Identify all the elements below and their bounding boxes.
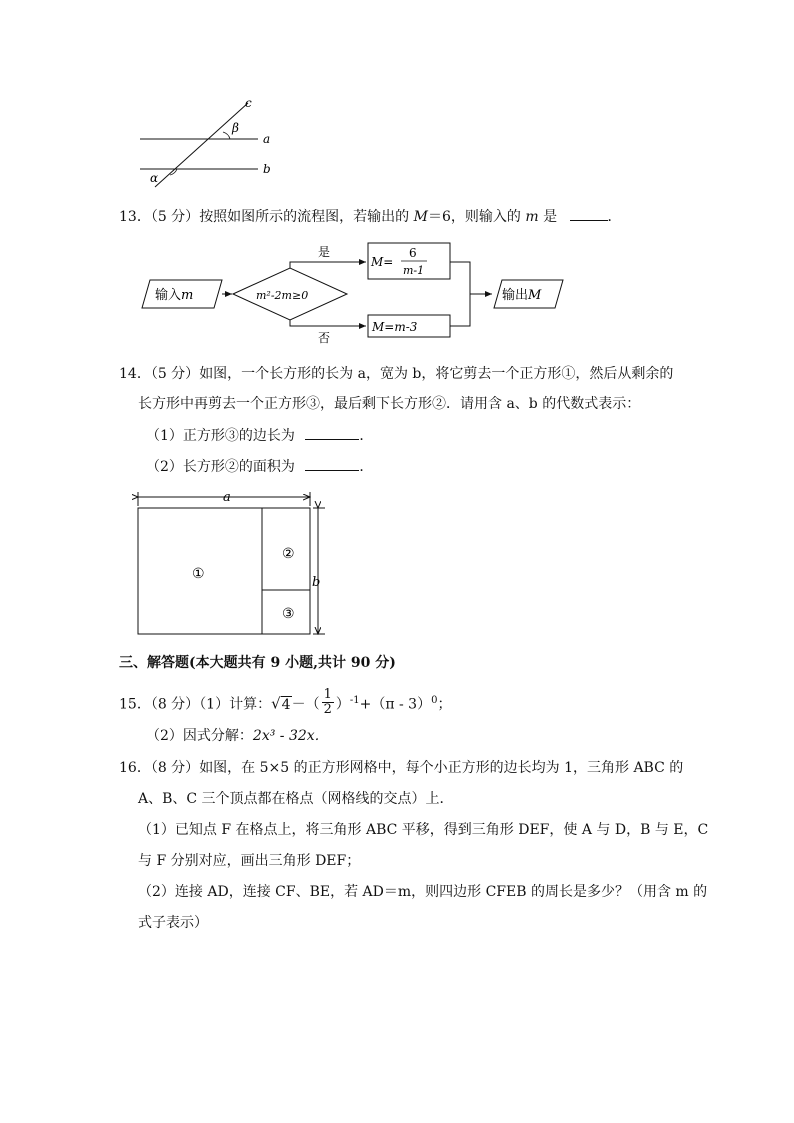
q13-number: 13． <box>119 209 151 225</box>
no-box-label: M=m-3 <box>372 320 418 334</box>
q14-sub2-blank[interactable] <box>305 456 359 471</box>
label-beta: β <box>232 121 239 135</box>
yes-box-prefix: M= <box>371 255 394 269</box>
yes-box-num: 6 <box>409 246 417 260</box>
region-3: ③ <box>282 606 295 622</box>
q16-sub2-line1: （2）连接 AD，连接 CF、BE，若 AD＝m，则四边形 CFEB 的周长是多少？（用含 m 的 <box>138 884 708 900</box>
q16-score: （8 分） <box>150 760 200 776</box>
section3-title: 三、解答题(本大题共有 9 小题,共计 90 分) <box>119 655 396 671</box>
q13-score: （5 分） <box>150 209 200 225</box>
q14-sub1: （1）正方形③的边长为 ． <box>146 425 373 446</box>
label-a: a <box>263 132 271 146</box>
label-alpha: α <box>150 171 159 185</box>
q16-sub1-line1: （1）已知点 F 在格点上，将三角形 ABC 平移，得到三角形 DEF，使 A 与 D，B 与 E，C <box>138 822 709 838</box>
q16-line2: A、B、C 三个顶点都在格点（网格线的交点）上． <box>138 791 454 807</box>
yes-label: 是 <box>318 245 331 259</box>
q13-answer-blank[interactable] <box>570 206 608 221</box>
q13-line: 13．（5 分）按照如图所示的流程图，若输出的 M＝6，则输入的 m 是 ． <box>119 206 622 227</box>
q14-line2: 长方形中再剪去一个正方形③，最后剩下长方形②．请用含 a、b 的代数式表示： <box>138 396 641 412</box>
q16-number: 16． <box>119 760 151 776</box>
output-label: 输出M <box>502 288 542 303</box>
label-c: c <box>245 96 252 110</box>
q14-sub2: （2）长方形②的面积为 ． <box>146 456 373 477</box>
label-b: b <box>263 162 271 176</box>
q16-sub1-line2: 与 F 分别对应，画出三角形 DEF； <box>138 853 361 869</box>
q14-score: （5 分） <box>150 366 200 382</box>
input-label: 输入m <box>155 288 194 303</box>
parallel-lines-figure <box>130 95 290 190</box>
flowchart <box>138 238 568 348</box>
q16-line1: 16．（8 分）如图，在 5×5 的正方形网格中，每个小正方形的边长均为 1，三角形 ABC 的 <box>119 760 684 776</box>
yes-box-den: m-1 <box>403 264 425 277</box>
angle-beta-arc <box>223 132 230 139</box>
sqrt-sign: √ <box>271 694 281 713</box>
q14-line1: 14．（5 分）如图，一个长方形的长为 a，宽为 b，将它剪去一个正方形①，然后从剩余的 <box>119 366 674 382</box>
q15-number: 15． <box>119 696 151 713</box>
q15-line2: （2）因式分解：2x³ - 32x． <box>146 728 329 744</box>
region-1: ① <box>192 566 205 582</box>
rectangle-figure <box>132 488 332 640</box>
condition-label: m²-2m≥0 <box>256 289 309 302</box>
q15-score: （8 分） <box>150 696 200 713</box>
q16-sub2-line2: 式子表示） <box>138 915 208 931</box>
line-c <box>155 103 248 187</box>
q14-sub1-blank[interactable] <box>305 425 359 440</box>
label-a: a <box>223 490 231 505</box>
q15-line1: 15．（8 分）（1）计算：√4－（ $\frac{1}{2}$ ）$^{-1}$+（π - 3）$^0$； <box>119 687 452 717</box>
q14-number: 14． <box>119 366 151 382</box>
no-label: 否 <box>318 331 331 345</box>
fraction: $\frac{1}{2}$ <box>323 687 332 717</box>
region-2: ② <box>282 546 295 562</box>
label-b: b <box>312 575 321 590</box>
